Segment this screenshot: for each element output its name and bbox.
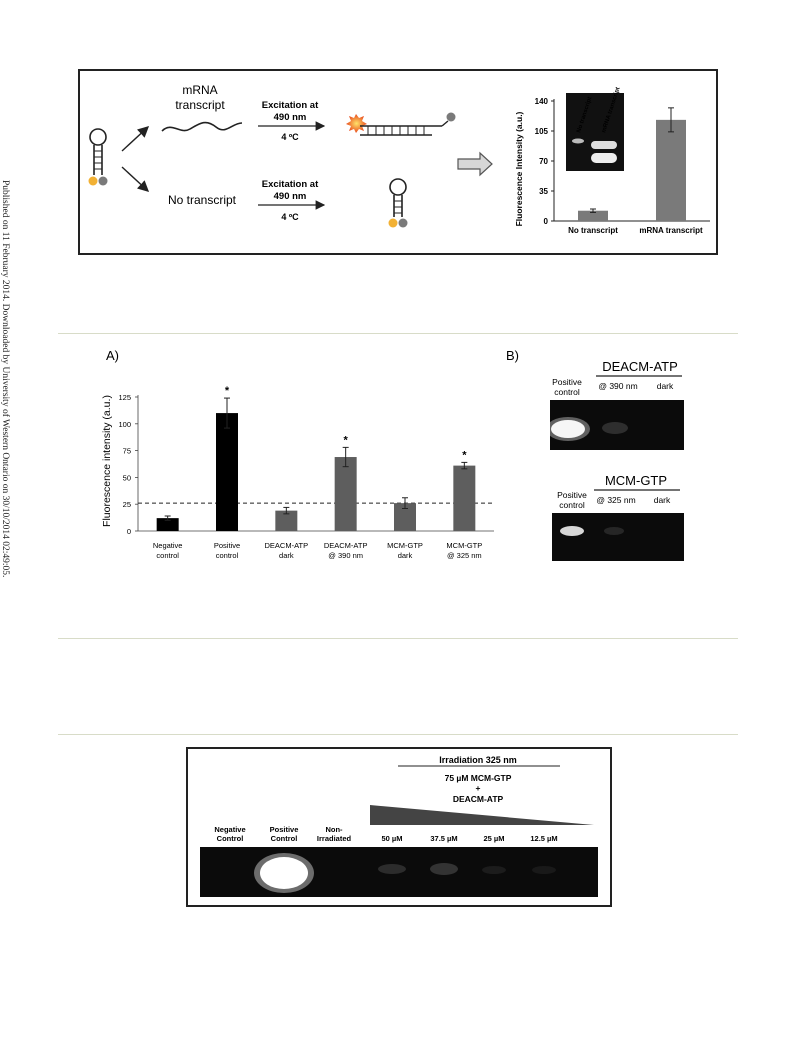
top-excitation-line2: 490 nm [273, 112, 307, 123]
fig2-x-tick: Positive [213, 541, 241, 550]
fig3-lane-label: 12.5 µM [530, 834, 558, 843]
figure-1-scheme [78, 69, 718, 255]
gel-bottom-title: MCM-GTP [604, 473, 668, 488]
fig2-x-tick: dark [397, 551, 413, 560]
hybridised-probe-icon [346, 113, 456, 136]
figure-3-gel [186, 747, 612, 907]
fig1-x-tick: mRNA transcript [639, 226, 703, 235]
bottom-temperature: 4 ºC [281, 212, 299, 222]
fig2-x-tick: MCM-GTP [387, 541, 423, 550]
no-transcript-label: No transcript [167, 193, 237, 207]
fig3-band-25 [482, 866, 506, 874]
fig3-mix-line2: DEACM-ATP [452, 794, 504, 804]
fig2-significance-star: * [462, 449, 467, 462]
fig2-x-tick: Negative [152, 541, 183, 550]
fig2-x-tick: DEACM-ATP [323, 541, 368, 550]
gel-bottom-lane-dark: dark [653, 495, 671, 505]
gel-top-lane-dark: dark [656, 381, 674, 391]
fig2-significance-star: * [343, 434, 348, 447]
fig3-title: Irradiation 325 nm [439, 755, 517, 765]
fig1-y-tick: 70 [539, 157, 548, 166]
gel-bottom-lane-irradiated: @ 325 nm [596, 495, 636, 505]
bottom-excitation-line2: 490 nm [273, 191, 307, 202]
section-divider [58, 734, 738, 735]
fig1-gel-band-mrna-upper [591, 141, 617, 149]
fig2-bar-chart [118, 385, 494, 560]
fig2-ylabel: Fluorescence intensity (a.u.) [101, 395, 113, 527]
gel-bottom-lane-positive-2: control [559, 500, 585, 510]
fig3-lane-label: Irradiated [316, 834, 352, 843]
fig3-lane-label: 25 µM [483, 834, 505, 843]
fig3-band-50 [378, 864, 406, 874]
fig2-y-tick: 0 [126, 527, 131, 536]
fig3-lane-label: Negative [214, 825, 246, 834]
hairpin-probe-icon [89, 129, 108, 186]
fig2-y-tick: 50 [122, 473, 131, 483]
fig1-inset-label-no-transcript: No transcript [576, 96, 594, 134]
figure-1-canvas [80, 71, 716, 253]
publication-note [0, 0, 32, 1039]
fig1-inset-label-mrna: mRNA transcript [601, 86, 622, 134]
fig2-bar [216, 413, 238, 531]
mrna-label-line1: mRNA [182, 83, 218, 97]
figure-3-canvas [188, 749, 610, 905]
gel-bottom-lane-positive-1: Positive [557, 490, 587, 500]
fig3-band-positive [260, 857, 308, 889]
fig1-y-tick: 35 [539, 187, 548, 196]
gel-bottom-band-positive [560, 526, 584, 536]
panel-a-label: A) [106, 348, 119, 363]
fig2-bar [453, 466, 475, 531]
fig1-ylabel: Fluorescence Intensity (a.u.) [514, 111, 524, 227]
fig2-x-tick: dark [279, 551, 294, 560]
gel-panel-deacm [546, 359, 684, 450]
section-divider [58, 638, 738, 639]
gel-top-band-irradiated [602, 422, 628, 434]
fig3-lane-label: Control [216, 834, 244, 843]
gel-top-lane-positive-1: Positive [552, 377, 582, 387]
fig2-y-tick: 125 [118, 393, 131, 402]
fig2-bar [335, 457, 357, 531]
publication-note-text: Published on 11 February 2014. Downloaded by University of Western Ontario on 30/10/2014 02:49:05. [0, 180, 10, 578]
mrna-label-line2: transcript [175, 98, 225, 112]
fig2-x-tick: MCM-GTP [446, 541, 483, 550]
gel-top-title: DEACM-ATP [602, 359, 678, 374]
mrna-strand-icon [162, 123, 242, 131]
fig1-y-tick: 0 [543, 217, 548, 226]
fig3-mix-plus: + [475, 783, 481, 793]
closed-hairpin-icon [389, 179, 408, 228]
top-temperature: 4 ºC [281, 132, 299, 142]
fig1-gel-band-no-transcript [572, 139, 584, 144]
fig3-lane-label: 50 µM [381, 834, 403, 843]
fig1-x-tick: No transcript [568, 226, 618, 235]
fig3-lane-label: Non- [325, 825, 343, 834]
fig1-bar [656, 120, 686, 221]
fig1-bar-chart [514, 87, 710, 235]
fig3-lane-label: Control [270, 834, 298, 843]
fig2-x-tick: @ 325 nm [446, 551, 482, 560]
fig1-y-tick: 140 [534, 97, 548, 106]
gel-panel-mcm [552, 473, 684, 561]
result-arrow-icon [458, 153, 492, 175]
panel-b-label: B) [506, 348, 519, 363]
figure-2 [96, 345, 696, 590]
fig2-y-tick: 25 [122, 500, 131, 510]
top-excitation-line1: Excitation at [261, 100, 319, 111]
fig2-y-tick: 75 [122, 446, 131, 456]
fig2-significance-star: * [224, 385, 230, 398]
fig3-mix-line1: 75 µM MCM-GTP [444, 773, 512, 783]
gel-top-lane-irradiated: @ 390 nm [598, 381, 638, 391]
bottom-excitation-line1: Excitation at [261, 179, 319, 190]
fig3-concentration-gradient-icon [370, 805, 594, 825]
gel-top-lane-positive-2: control [554, 387, 580, 397]
fig3-lane-label: Positive [269, 825, 299, 834]
fig2-x-tick: @ 390 nm [328, 551, 364, 560]
gel-bottom-band-irradiated [604, 527, 624, 535]
fig2-x-tick: control [215, 551, 239, 560]
figure-2-canvas [96, 345, 696, 590]
fig3-band-37 [430, 863, 458, 875]
fig1-gel-band-mrna-lower [591, 153, 617, 163]
fig3-lane-label: 37.5 µM [430, 834, 458, 843]
fig1-y-tick: 105 [534, 127, 548, 136]
fig2-x-tick: control [156, 551, 179, 560]
fig2-y-tick: 100 [118, 419, 131, 429]
section-divider [58, 333, 738, 334]
fig2-x-tick: DEACM-ATP [264, 541, 309, 550]
fig3-band-12 [532, 866, 556, 874]
